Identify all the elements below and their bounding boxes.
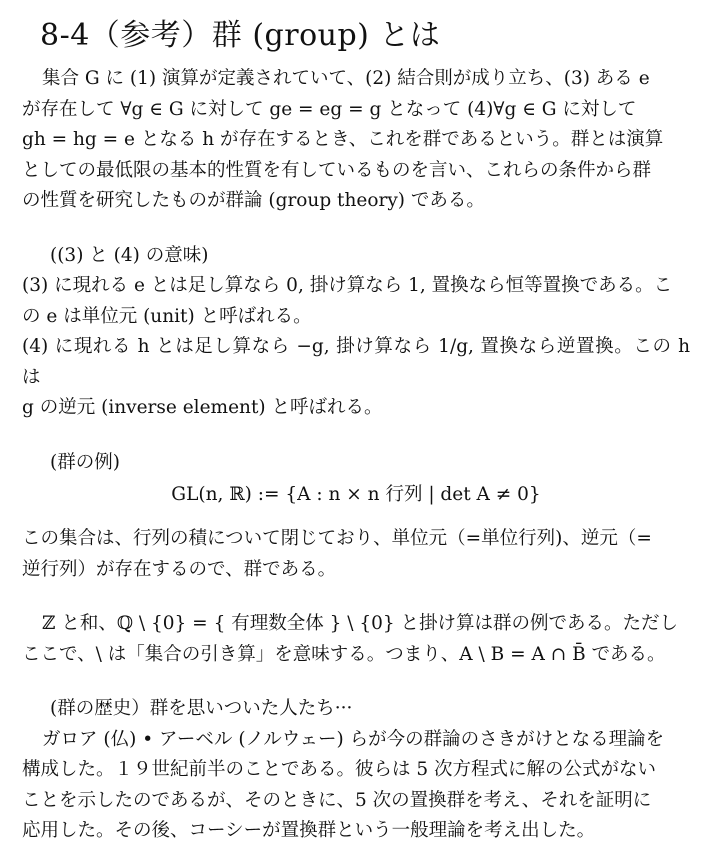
meaning-heading: ((3) と (4) の意味): [50, 244, 209, 266]
meaning-line: の e は単位元 (unit) と呼ばれる。: [22, 305, 312, 327]
intro-paragraph: [22, 64, 690, 217]
examples-line: 逆行列）が存在するので、群である。: [22, 558, 337, 580]
intro-line: が存在して ∀g ∈ G に対して ge = eg = g となって (4)∀g ∈ G に対して: [22, 98, 637, 120]
examples-more-line: ℤ と和、ℚ \ {0} = { 有理数全体 } \ {0} と掛け算は群の例である。ただし: [42, 613, 679, 634]
history-line: 応用した。その後、コーシーが置換群という一般理論を考え出した。: [22, 820, 596, 841]
section-title: 8-4（参考）群 (group) とは: [40, 18, 441, 53]
history-heading: (群の歴史）群を思いついた人たち···: [50, 698, 353, 719]
history-line: 構成した。１９世紀前半のことである。彼らは 5 次方程式に解の公式がない: [22, 759, 657, 780]
examples-line: この集合は、行列の積について閉じており、単位元（=単位行列)、逆元（=: [22, 528, 652, 549]
meaning-line: (4) に現れる h とは足し算なら −g, 掛け算なら 1/g, 置換なら逆置換。この h は: [22, 336, 690, 388]
intro-line: gh = hg = e となる h が存在するとき、これを群であるという。群とは演算: [22, 129, 664, 150]
history-line: ことを示したのであるが、そのときに、5 次の置換群を考え、それを証明に: [22, 789, 652, 811]
gl-formula: GL(n, ℝ) := {A : n × n 行列 | det A ≠ 0}: [171, 484, 541, 505]
intro-line: としての最低限の基本的性質を有しているものを言い、これらの条件から群: [22, 159, 652, 181]
meaning-line: (3) に現れる e とは足し算なら 0, 掛け算なら 1, 置換なら恒等置換である。こ: [22, 275, 673, 296]
history-section: [22, 694, 690, 847]
intro-line: 集合 G に (1) 演算が定義されていて、(2) 結合則が成り立ち、(3) ある e: [42, 68, 650, 89]
examples-heading: (群の例): [50, 451, 120, 473]
meaning-line: g の逆元 (inverse element) と呼ばれる。: [22, 397, 383, 418]
examples-more-line: ここで、\ は「集合の引き算」を意味する。つまり、A \ B = A ∩ B̄ である。: [22, 643, 666, 665]
history-line: ガロア (仏) • アーベル (ノルウェー) らが今の群論のさきがけとなる理論を: [42, 728, 665, 750]
examples-section: [22, 448, 690, 671]
intro-line: の性質を研究したものが群論 (group theory) である。: [22, 190, 485, 211]
meaning-section: [22, 241, 690, 424]
